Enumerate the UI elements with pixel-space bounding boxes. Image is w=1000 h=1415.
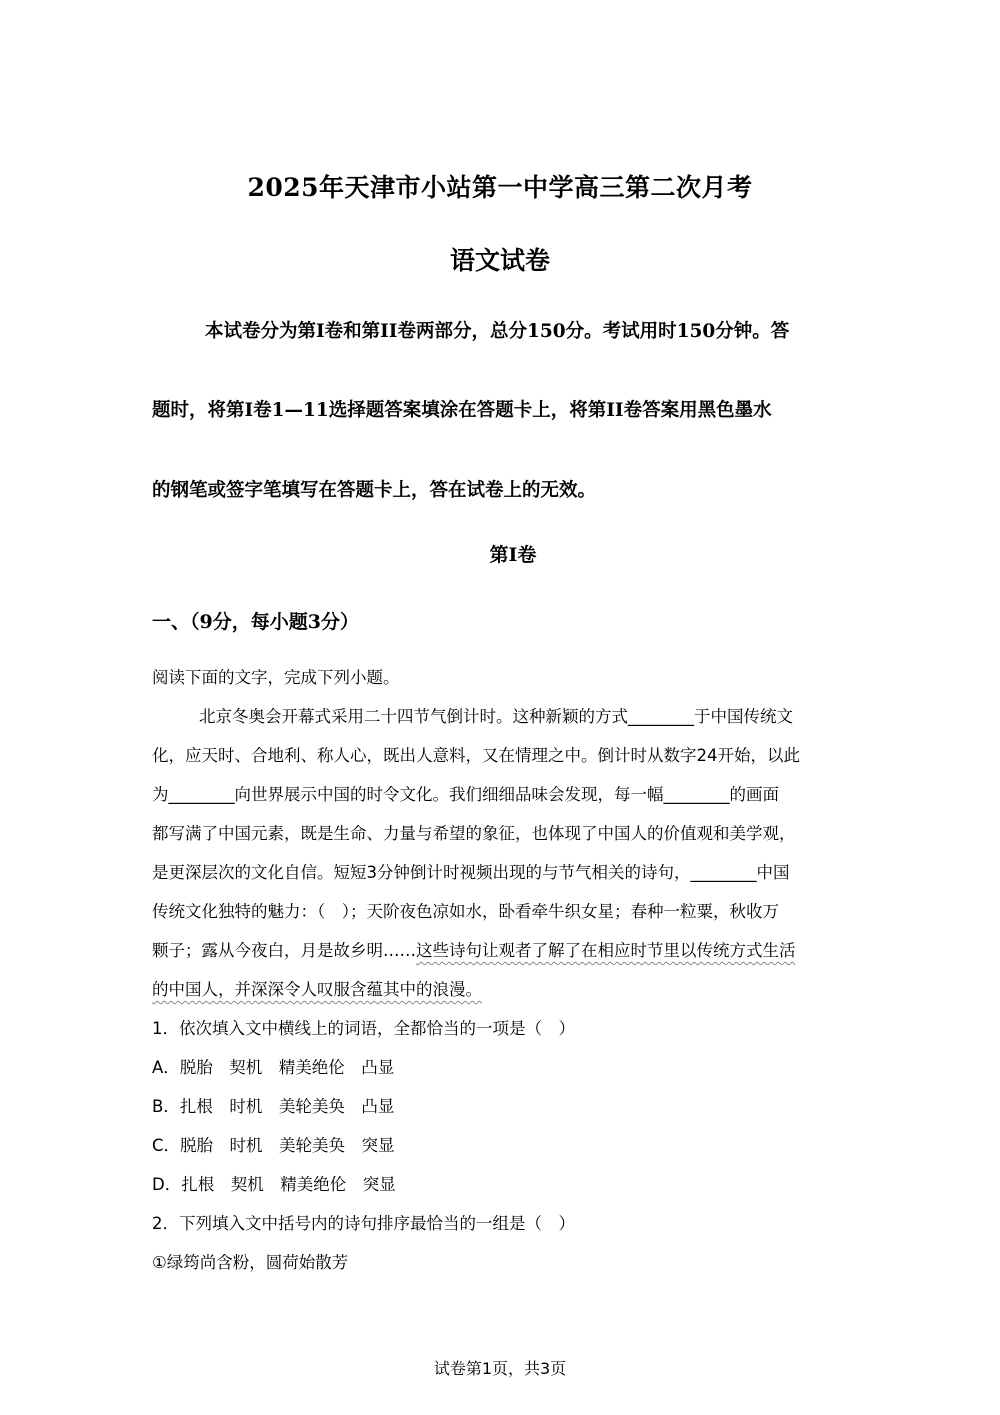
exam-title: 2025年天津市小站第一中学高三第二次月考	[247, 173, 753, 202]
question-1-option-a: A．脱胎 契机 精美绝伦 凸显	[152, 1058, 395, 1077]
volume-heading: 第I卷	[489, 544, 537, 566]
passage-line-last	[152, 976, 482, 1000]
passage-line: 北京冬奥会开幕式采用二十四节气倒计时。这种新颖的方式________于中国传统文	[199, 707, 793, 726]
intro-line-3: 的钢笔或签字笔填写在答题卡上，答在试卷上的无效。	[152, 480, 597, 501]
passage-line: 是更深层次的文化自信。短短3分钟倒计时视频出现的与节气相关的诗句，________中国	[152, 863, 790, 882]
question-2-item-1: ①绿筠尚含粉，圆荷始散芳	[152, 1253, 349, 1272]
passage-line: 为________向世界展示中国的时令文化。我们细细品味会发现，每一幅________的画面	[152, 785, 779, 804]
part-heading: 一、（9分，每小题3分）	[152, 611, 359, 633]
passage-line-with-underline	[152, 937, 796, 961]
question-1-option-c: C．脱胎 时机 美轮美奂 突显	[152, 1136, 395, 1155]
reading-instruction: 阅读下面的文字，完成下列小题。	[152, 668, 400, 687]
passage-line: 都写满了中国元素，既是生命、力量与希望的象征，也体现了中国人的价值观和美学观，	[152, 824, 796, 843]
exam-subtitle: 语文试卷	[449, 246, 550, 275]
question-1-option-b: B．扎根 时机 美轮美奂 凸显	[152, 1097, 395, 1116]
passage-line: 化，应天时、合地利、称人心，既出人意料，又在情理之中。倒计时从数字24开始，以此	[152, 746, 800, 765]
wavy-underlined-text: 的中国人，并深深令人叹服含蕴其中的浪漫。	[152, 980, 482, 999]
question-2-stem: 2．下列填入文中括号内的诗句排序最恰当的一组是（ ）	[152, 1214, 575, 1233]
question-1-stem: 1．依次填入文中横线上的词语，全都恰当的一项是（ ）	[152, 1019, 575, 1038]
passage-text: 颗子；露从今夜白，月是故乡明……	[152, 941, 416, 960]
intro-line-1: 本试卷分为第I卷和第II卷两部分，总分150分。考试用时150分钟。答	[205, 321, 790, 342]
passage-line: 传统文化独特的魅力：（ ）；天阶夜色凉如水，卧看牵牛织女星；春种一粒粟，秋收万	[152, 902, 779, 921]
intro-line-2: 题时，将第I卷1—11选择题答案填涂在答题卡上，将第II卷答案用黑色墨水	[152, 400, 772, 421]
wavy-underlined-text: 这些诗句让观者了解了在相应时节里以传统方式生活	[416, 941, 796, 960]
page-footer: 试卷第1页，共3页	[433, 1359, 567, 1378]
question-1-option-d: D．扎根 契机 精美绝伦 突显	[152, 1175, 396, 1194]
